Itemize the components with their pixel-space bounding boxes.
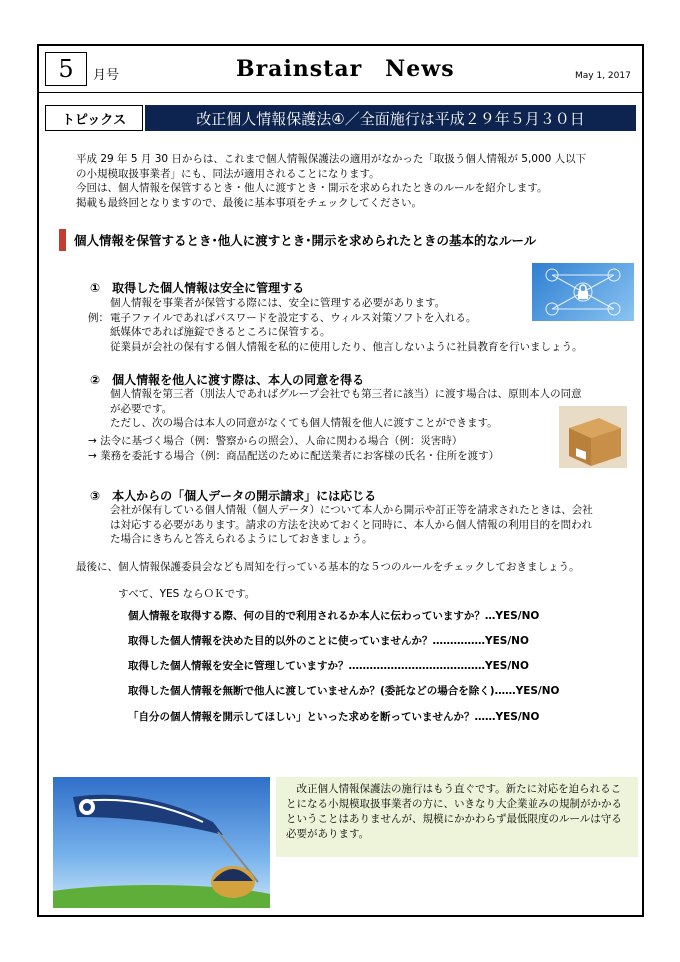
checklist-item: 個人情報を取得する際、何の目的で利用されるか本人に伝わっていますか？…YES/NO	[128, 610, 540, 622]
topic-tag: トピックス	[45, 105, 143, 131]
publication-date: May 1, 2017	[575, 71, 631, 81]
checklist-item: 取得した個人情報を決めた目的以外のことに使っていませんか？……………YES/NO	[128, 635, 529, 647]
month-number: 5	[45, 52, 87, 86]
topic-title: 改正個人情報保護法④／全面施行は平成２９年５月３０日	[145, 105, 636, 131]
rule-3-body	[110, 503, 593, 547]
exception-note: → 業務を委託する場合（例：商品配送のために配送業者にお客様の氏名・住所を渡す）	[88, 450, 500, 462]
rule-2-line: が必要です。	[110, 402, 173, 415]
rule-2-line: 個人情報を第三者（別法人であればグループ会社でも第三者に該当）に渡す場合は、原則本人の同意	[110, 388, 582, 400]
package-image	[559, 406, 627, 468]
rule-1-line: 紙媒体であれば施錠できるところに保管する。	[110, 326, 331, 338]
intro-line: 平成 29 年 5 月 30 日からは、これまで個人情報保護法の適用がなかった「取扱う個人情報が 5,000 人以下	[76, 153, 587, 165]
intro-paragraph	[76, 152, 636, 210]
intro-line: 掲載も最終回となりますので、最後に基本事項をチェックしてください。	[76, 196, 422, 209]
rule-1-heading: ① 取得した個人情報は安全に管理する	[90, 281, 305, 295]
network-security-image	[532, 263, 634, 321]
rule-2-heading: ② 個人情報を他人に渡す際は、本人の同意を得る	[90, 373, 365, 387]
checklist-instruction: すべて、YES ならＯＫです。	[118, 588, 256, 600]
rule-1-line: 電子ファイルであればパスワードを設定する、ウィルス対策ソフトを入れる。	[110, 311, 477, 324]
rule-1-line: 個人情報を事業者が保管する際には、安全に管理する必要があります。	[110, 297, 446, 309]
checklist-item: 取得した個人情報を無断で他人に渡していませんか？(委託などの場合を除く)……YES/NO	[128, 685, 560, 697]
newsletter-title: Brainstar News	[236, 56, 455, 82]
rule-3-line: は対応する必要があります。請求の方法を決めておくと同時に、本人から個人情報の利用目的を問われ	[110, 518, 593, 531]
intro-line: の小規模取扱事業者」にも、同法が適用されることになります。	[76, 167, 380, 180]
rule-3-heading: ③ 本人からの「個人データの開示請求」には応じる	[90, 489, 377, 503]
rule-2-body	[110, 387, 582, 431]
example-label: 例：	[88, 312, 109, 324]
section-heading-text: 個人情報を保管するとき･他人に渡すとき･開示を求められたときの基本的なルール	[74, 233, 537, 248]
closing-text: 改正個人情報保護法の施行はもう直ぐです。新たに対応を迫られることになる小規模取扱事業者の方に、いきなり大企業並みの規制がかかるということはありませんが、規模にかかわらず最低限度のルールは守る必要があります。	[286, 783, 622, 840]
rule-3-line: 会社が保有している個人情報（個人データ）について本人から開示や訂正等を請求されたときは、会社	[110, 504, 593, 516]
section-heading	[59, 229, 536, 251]
rule-3-line: た場合にきちんと答えられるようにしておきましょう。	[110, 533, 373, 545]
checklist-item: 「自分の個人情報を開示してほしい」といった求めを断っていませんか？……YES/NO	[128, 711, 540, 723]
section-accent-bar	[59, 229, 66, 251]
checklist-item: 取得した個人情報を安全に管理していますか？…………………………………YES/NO	[128, 660, 529, 672]
header-divider	[37, 92, 644, 93]
month-label: 月号	[93, 68, 120, 83]
carp-streamer-image	[53, 777, 270, 908]
rule-2-line: ただし、次の場合は本人の同意がなくても個人情報を他人に渡すことができます。	[110, 417, 498, 429]
checklist-lead: 最後に、個人情報保護委員会なども周知を行っている基本的な５つのルールをチェックしておきましょう。	[76, 561, 580, 573]
rule-1-line: 従業員が会社の保有する個人情報を私的に使用したり、他言しないように社員教育を行いましょう。	[110, 340, 583, 353]
intro-line: 今回は、個人情報を保管するとき・他人に渡すとき・開示を求められたときのルールを紹介します。	[76, 182, 548, 194]
rule-1-body	[110, 296, 583, 354]
closing-note	[276, 777, 638, 857]
exception-note: → 法令に基づく場合（例：警察からの照会）、人命に関わる場合（例：災害時）	[88, 435, 463, 447]
